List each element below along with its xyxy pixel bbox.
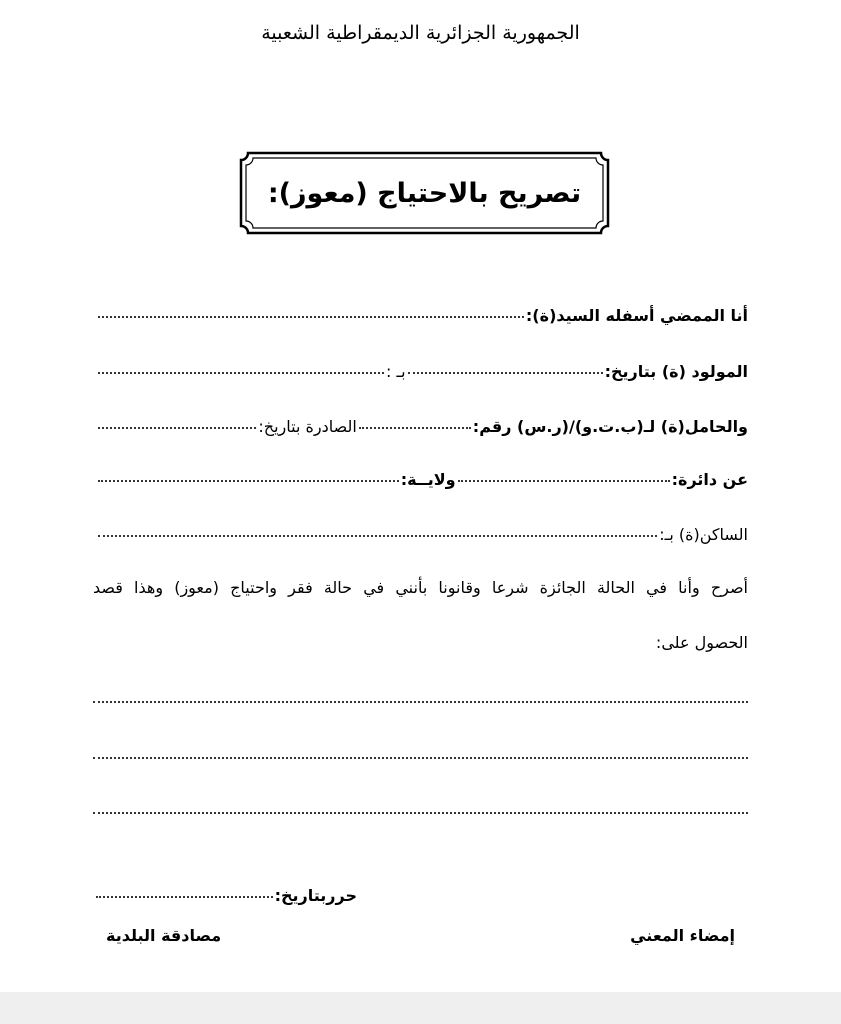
bottom-band xyxy=(0,992,841,1024)
field-written-on xyxy=(94,886,357,905)
born-at-label: بـ : xyxy=(385,362,406,381)
field-holder xyxy=(96,417,748,436)
municipality-label: مصادقة البلدية xyxy=(106,926,222,945)
purpose-blank-2[interactable] xyxy=(93,755,748,759)
daira-label: عن دائرة: xyxy=(671,470,748,489)
born-on-blank[interactable] xyxy=(408,370,603,374)
written-on-blank[interactable] xyxy=(96,894,273,898)
holder-number-blank[interactable] xyxy=(359,425,471,429)
undersigned-blank[interactable] xyxy=(98,314,524,318)
field-birth xyxy=(96,362,748,381)
resident-label: الساكن(ة) بـ: xyxy=(659,525,748,544)
field-resident xyxy=(96,525,748,544)
wilaya-label: ولايــة: xyxy=(400,470,456,489)
holder-label: والحامل(ة) لـ(ب.ت.و)/(ر.س) رقم: xyxy=(472,417,748,436)
field-location xyxy=(96,470,748,489)
document-title: تصريح بالاحتياج (معوز): xyxy=(267,177,582,209)
field-undersigned xyxy=(96,306,748,325)
born-on-label: المولود (ة) بتاريخ: xyxy=(604,362,748,381)
undersigned-label: أنا الممضي أسفله السيد(ة): xyxy=(525,306,748,325)
resident-blank[interactable] xyxy=(98,533,657,537)
purpose-blank-3[interactable] xyxy=(93,810,748,814)
written-on-label: حرربتاريخ: xyxy=(274,886,357,905)
daira-blank[interactable] xyxy=(458,478,670,482)
republic-header: الجمهورية الجزائرية الديمقراطية الشعبية xyxy=(261,22,580,44)
born-at-blank[interactable] xyxy=(98,370,384,374)
wilaya-blank[interactable] xyxy=(98,478,399,482)
purpose-blank-1[interactable] xyxy=(93,699,748,703)
issued-on-blank[interactable] xyxy=(98,425,256,429)
declaration-line-1: أصرح وأنا في الحالة الجائزة شرعا وقانونا بأنني في حالة فقر واحتياج (معوز) وهذا قصد xyxy=(93,578,748,597)
signature-label: إمضاء المعني xyxy=(630,926,735,945)
title-frame xyxy=(238,150,611,236)
issued-on-label: الصادرة بتاريخ: xyxy=(258,417,357,436)
declaration-line-2: الحصول على: xyxy=(655,633,748,652)
